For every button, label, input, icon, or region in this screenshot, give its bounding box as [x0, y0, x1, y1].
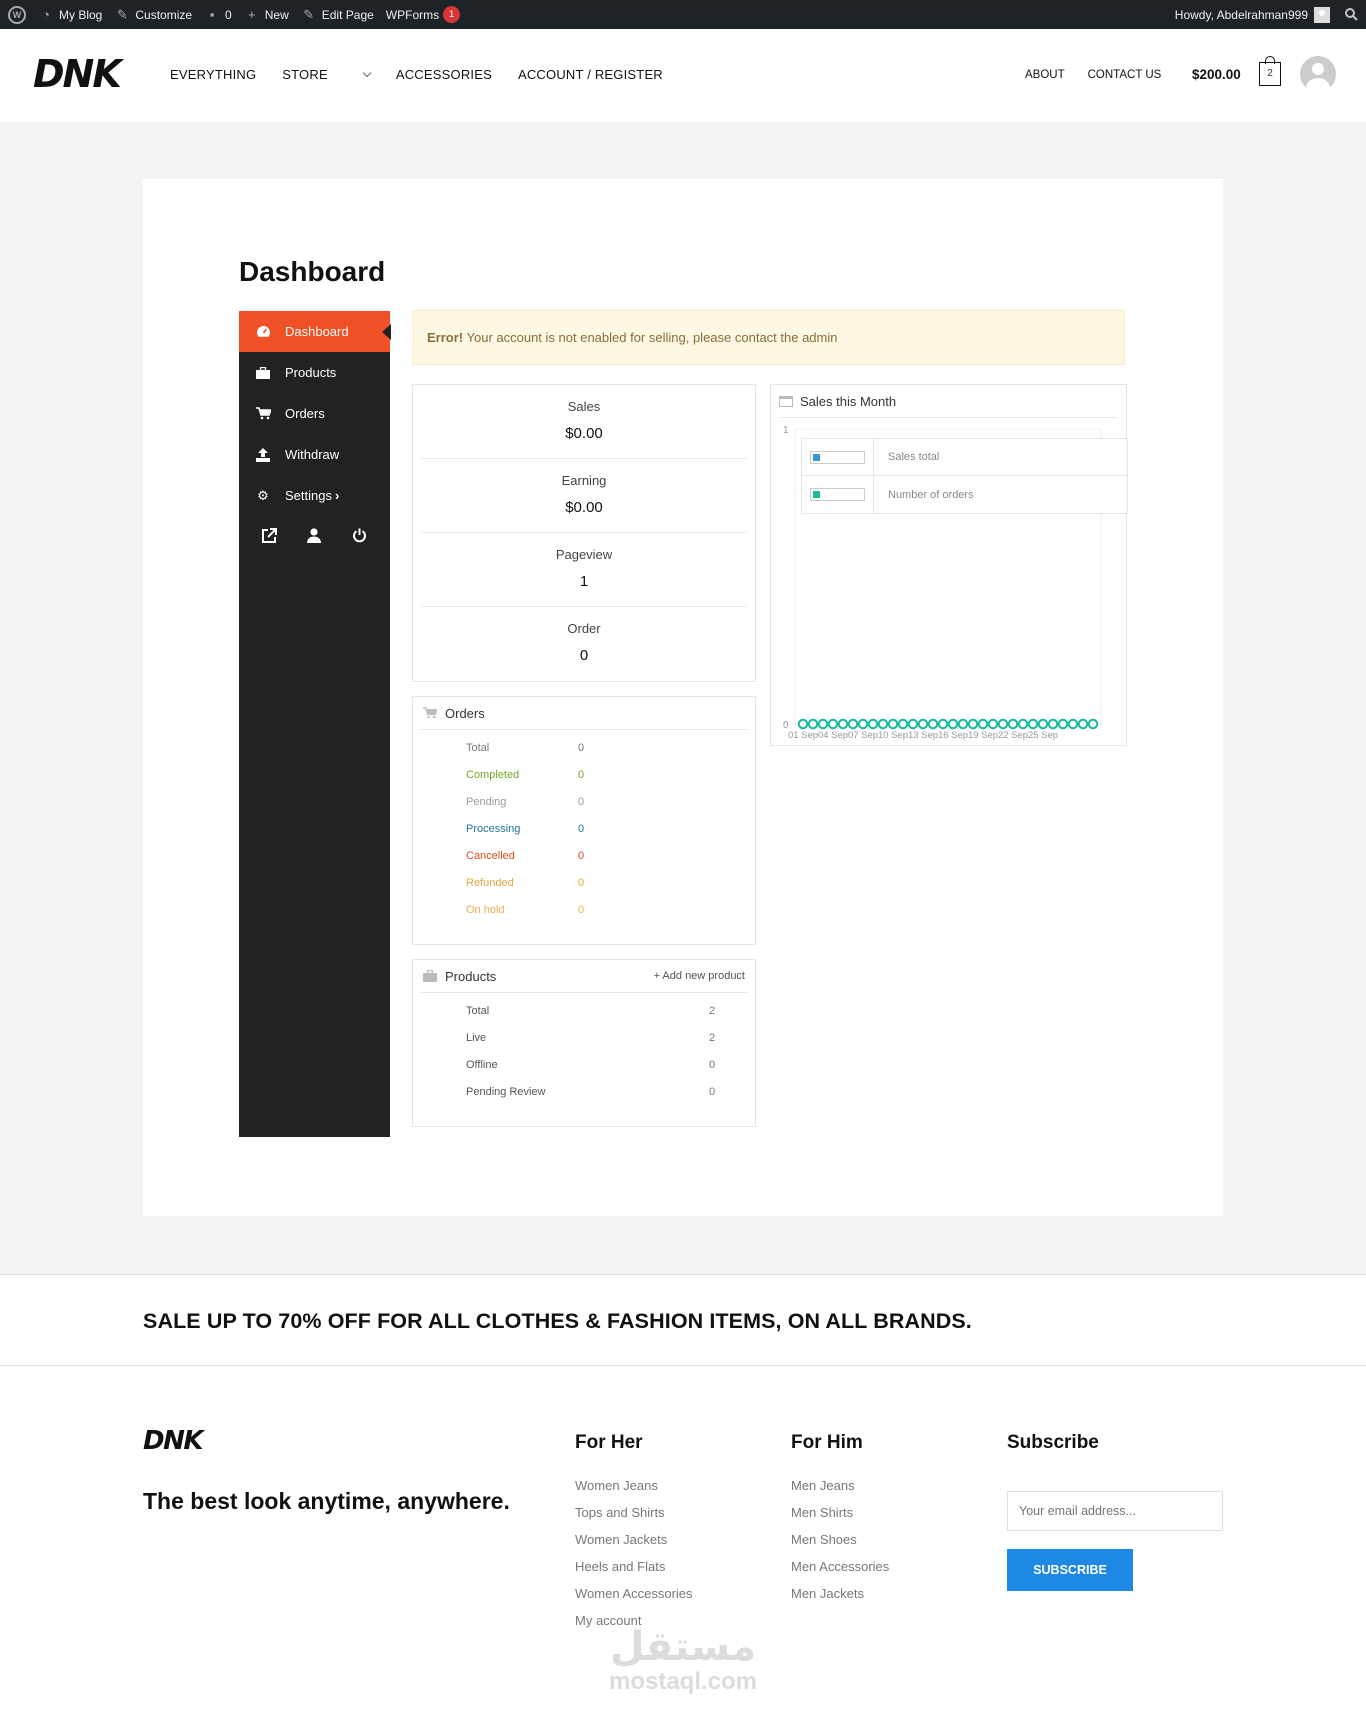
orders-row-label: Cancelled	[466, 849, 515, 862]
sidebar-item-dashboard[interactable]: Dashboard	[239, 311, 390, 352]
page-title: Dashboard	[239, 256, 386, 287]
legend-swatch	[810, 451, 865, 464]
data-point-number-of-orders	[909, 720, 917, 728]
data-point-number-of-orders	[929, 720, 937, 728]
admin-search-icon[interactable]	[1336, 0, 1366, 29]
admin-avatar-icon	[1314, 7, 1330, 23]
site-logo[interactable]: DNK	[33, 52, 120, 96]
footer-heading: For Her	[575, 1432, 643, 1453]
y-tick-label: 0	[783, 720, 789, 731]
sidebar-item-withdraw[interactable]: Withdraw	[239, 434, 390, 475]
orders-row-count: 0	[578, 768, 585, 781]
pencil-icon: ✎	[303, 6, 315, 22]
data-point-number-of-orders	[829, 720, 837, 728]
stat-earning: Earning $0.00	[421, 459, 747, 533]
data-point-number-of-orders	[1019, 720, 1027, 728]
footer-link[interactable]: My account	[575, 1613, 642, 1628]
admin-bar-site[interactable]: ◔ My Blog	[32, 0, 108, 29]
footer-link[interactable]: Tops and Shirts	[575, 1505, 665, 1520]
stats-box	[412, 384, 756, 682]
sales-chart	[770, 384, 1127, 746]
error-notice	[412, 310, 1125, 365]
nav-store[interactable]: STORE	[282, 67, 370, 82]
nav-accessories[interactable]: ACCESSORIES	[395, 67, 492, 82]
subscribe-email-input[interactable]	[1007, 1491, 1223, 1531]
orders-row-label: On hold	[466, 903, 505, 916]
external-link-icon[interactable]	[262, 528, 277, 547]
orders-row[interactable]	[413, 842, 755, 869]
admin-bar-customize[interactable]: ✎ Customize	[108, 0, 198, 29]
products-row-count: 0	[709, 1058, 716, 1071]
data-point-number-of-orders	[1029, 720, 1037, 728]
nav-everything[interactable]: EVERYTHING	[170, 67, 257, 82]
products-row-label: Offline	[466, 1058, 498, 1071]
chevron-right-icon: ›	[334, 488, 340, 503]
stat-order: Order 0	[567, 621, 601, 664]
footer-link[interactable]: Men Shirts	[791, 1505, 854, 1520]
footer-col-subscribe	[1007, 1432, 1099, 1478]
orders-row-label: Processing	[466, 822, 521, 835]
data-point-number-of-orders	[889, 720, 897, 728]
data-point-number-of-orders	[949, 720, 957, 728]
chart-legend	[801, 438, 1128, 514]
footer-link[interactable]: Women Accessories	[575, 1586, 693, 1601]
stat-sales: Sales $0.00	[421, 385, 747, 459]
legend-number-of-orders[interactable]: Number of orders	[802, 476, 1127, 513]
products-box-header: Products + Add new product	[419, 960, 749, 993]
data-point-number-of-orders	[799, 720, 807, 728]
orders-row-count: 0	[578, 822, 585, 835]
data-point-number-of-orders	[989, 720, 997, 728]
data-point-number-of-orders	[849, 720, 857, 728]
admin-bar-account[interactable]: Howdy, Abdelrahman999	[1169, 0, 1336, 29]
wpforms-badge: 1	[443, 6, 460, 23]
products-row-count: 0	[709, 1085, 716, 1098]
legend-swatch	[810, 488, 865, 501]
legend-sales-total[interactable]: Sales total	[802, 439, 1127, 476]
brush-icon: ✎	[116, 6, 128, 22]
upload-icon	[255, 447, 271, 463]
footer-link[interactable]: Heels and Flats	[575, 1559, 666, 1574]
user-icon[interactable]	[307, 528, 321, 547]
data-point-number-of-orders	[1049, 720, 1057, 728]
subscribe-button[interactable]: SUBSCRIBE	[1007, 1549, 1133, 1591]
orders-row[interactable]	[413, 761, 755, 788]
data-point-number-of-orders	[819, 720, 827, 728]
add-new-product-link[interactable]: + Add new product	[653, 970, 745, 982]
data-point-number-of-orders	[979, 720, 987, 728]
products-row	[413, 1078, 755, 1105]
orders-row-count: 0	[578, 795, 585, 808]
data-point-number-of-orders	[959, 720, 967, 728]
comment-icon: ▪	[209, 6, 215, 22]
main-nav	[170, 67, 689, 82]
products-row-label: Live	[466, 1031, 487, 1044]
y-tick-label: 1	[783, 425, 789, 436]
products-row-label: Total	[466, 1004, 490, 1017]
legend-divider	[873, 439, 874, 476]
nav-about[interactable]: ABOUT	[1025, 69, 1065, 81]
cart-icon	[423, 707, 437, 719]
x-tick-label: 10 Sep	[877, 730, 909, 741]
promo-text: SALE UP TO 70% OFF FOR ALL CLOTHES & FASHION ITEMS, ON ALL BRANDS.	[143, 1309, 972, 1333]
error-notice-text: Your account is not enabled for selling, please contact the admin	[463, 330, 838, 345]
orders-row-count: 0	[578, 903, 585, 916]
orders-row[interactable]	[413, 815, 755, 842]
dashboard-sidebar	[239, 311, 390, 1137]
footer-link[interactable]: Men Accessories	[791, 1559, 890, 1574]
data-point-number-of-orders	[969, 720, 977, 728]
footer-heading: Subscribe	[1007, 1432, 1099, 1453]
dashboard-gauge-icon: ◔	[42, 6, 50, 22]
data-point-number-of-orders	[999, 720, 1007, 728]
footer-link[interactable]: Men Jackets	[791, 1586, 864, 1601]
sidebar-item-products[interactable]: Products	[239, 352, 390, 393]
x-tick-label: 01 Sep	[787, 730, 819, 741]
x-tick-label: 19 Sep	[967, 730, 999, 741]
orders-list	[413, 730, 755, 923]
sidebar-item-settings[interactable]: ⚙ Settings ›	[239, 475, 390, 516]
orders-row-count: 0	[578, 741, 585, 754]
data-point-number-of-orders	[839, 720, 847, 728]
nav-contact-us[interactable]: CONTACT US	[1087, 69, 1162, 81]
footer-logo[interactable]: DNK	[143, 1426, 202, 1456]
admin-bar-new[interactable]: + New	[238, 0, 295, 29]
legend-color-sales	[813, 454, 820, 461]
products-row	[413, 1051, 755, 1078]
power-icon[interactable]	[352, 528, 367, 547]
footer-link[interactable]: Women Jackets	[575, 1532, 668, 1547]
products-box	[412, 959, 756, 1127]
x-tick-label: 22 Sep	[997, 730, 1029, 741]
plus-icon: +	[247, 6, 256, 22]
briefcase-icon	[423, 970, 437, 982]
products-row-label: Pending Review	[466, 1085, 546, 1098]
orders-row[interactable]	[413, 869, 755, 896]
orders-row[interactable]	[413, 896, 755, 923]
products-row-count: 2	[709, 1004, 716, 1017]
footer-link[interactable]: Men Jeans	[791, 1478, 855, 1493]
nav-account-register[interactable]: ACCOUNT / REGISTER	[517, 67, 663, 82]
legend-color-orders	[813, 491, 820, 498]
cart-total[interactable]: $200.00	[1192, 67, 1241, 82]
products-row	[413, 1024, 755, 1051]
cart-bag-icon[interactable]: 2	[1259, 62, 1281, 86]
data-point-number-of-orders	[809, 720, 817, 728]
admin-bar-wpforms[interactable]: WPForms 1	[380, 0, 466, 29]
data-point-number-of-orders	[1079, 720, 1087, 728]
legend-divider	[873, 476, 874, 513]
orders-row[interactable]	[413, 734, 755, 761]
site-header	[0, 29, 1366, 122]
admin-bar-edit-page[interactable]: ✎ Edit Page	[295, 0, 380, 29]
orders-row-count: 0	[578, 849, 585, 862]
orders-row-label: Completed	[466, 768, 520, 781]
data-point-number-of-orders	[1069, 720, 1077, 728]
data-point-number-of-orders	[1039, 720, 1047, 728]
user-avatar-icon[interactable]	[1300, 56, 1336, 92]
admin-bar	[0, 0, 1366, 29]
x-tick-label: 04 Sep	[817, 730, 849, 741]
data-point-number-of-orders	[879, 720, 887, 728]
admin-bar-comments[interactable]: ▪ 0	[198, 0, 238, 29]
wordpress-logo-icon[interactable]	[8, 6, 26, 24]
cart-icon	[255, 406, 271, 422]
products-list	[413, 993, 755, 1105]
dashboard-icon	[255, 324, 271, 340]
data-point-number-of-orders	[919, 720, 927, 728]
sales-chart-header	[779, 385, 1118, 418]
products-row-count: 2	[709, 1031, 716, 1044]
x-tick-label: 13 Sep	[907, 730, 939, 741]
orders-row-count: 0	[578, 876, 585, 889]
data-point-number-of-orders	[1009, 720, 1017, 728]
data-point-number-of-orders	[859, 720, 867, 728]
stat-pageview: Pageview 1	[421, 533, 747, 607]
secondary-nav	[1025, 69, 1184, 81]
sales-chart-title: Sales this Month	[800, 393, 897, 409]
chevron-down-icon	[363, 69, 371, 77]
promo-banner	[0, 1274, 1366, 1366]
chart-icon	[779, 396, 793, 407]
briefcase-icon	[255, 365, 271, 381]
watermark-logo: مستقل mostaql.com	[608, 1624, 758, 1695]
orders-row-label: Refunded	[466, 876, 514, 889]
sidebar-bottom-icons	[239, 516, 390, 547]
orders-box-header: Orders	[419, 697, 749, 730]
footer-col-for-her	[575, 1432, 693, 1640]
footer-heading: For Him	[791, 1432, 863, 1453]
x-tick-label: 07 Sep	[847, 730, 879, 741]
dashboard-card	[143, 179, 1223, 1216]
data-point-number-of-orders	[869, 720, 877, 728]
orders-box	[412, 696, 756, 945]
footer-link[interactable]: Men Shoes	[791, 1532, 857, 1547]
data-point-number-of-orders	[899, 720, 907, 728]
footer-col-for-him	[791, 1432, 889, 1613]
orders-row[interactable]	[413, 788, 755, 815]
gear-icon: ⚙	[257, 487, 269, 503]
products-row	[413, 997, 755, 1024]
orders-row-label: Total	[466, 741, 490, 754]
data-point-number-of-orders	[1059, 720, 1067, 728]
footer-tagline: The best look anytime, anywhere.	[143, 1488, 510, 1514]
data-point-number-of-orders	[939, 720, 947, 728]
sidebar-item-orders[interactable]: Orders	[239, 393, 390, 434]
data-point-number-of-orders	[1089, 720, 1097, 728]
orders-row-label: Pending	[466, 795, 507, 808]
x-tick-label: 25 Sep	[1027, 730, 1059, 741]
x-tick-label: 16 Sep	[937, 730, 969, 741]
error-notice-strong: Error!	[427, 330, 464, 345]
footer-link[interactable]: Women Jeans	[575, 1478, 658, 1493]
